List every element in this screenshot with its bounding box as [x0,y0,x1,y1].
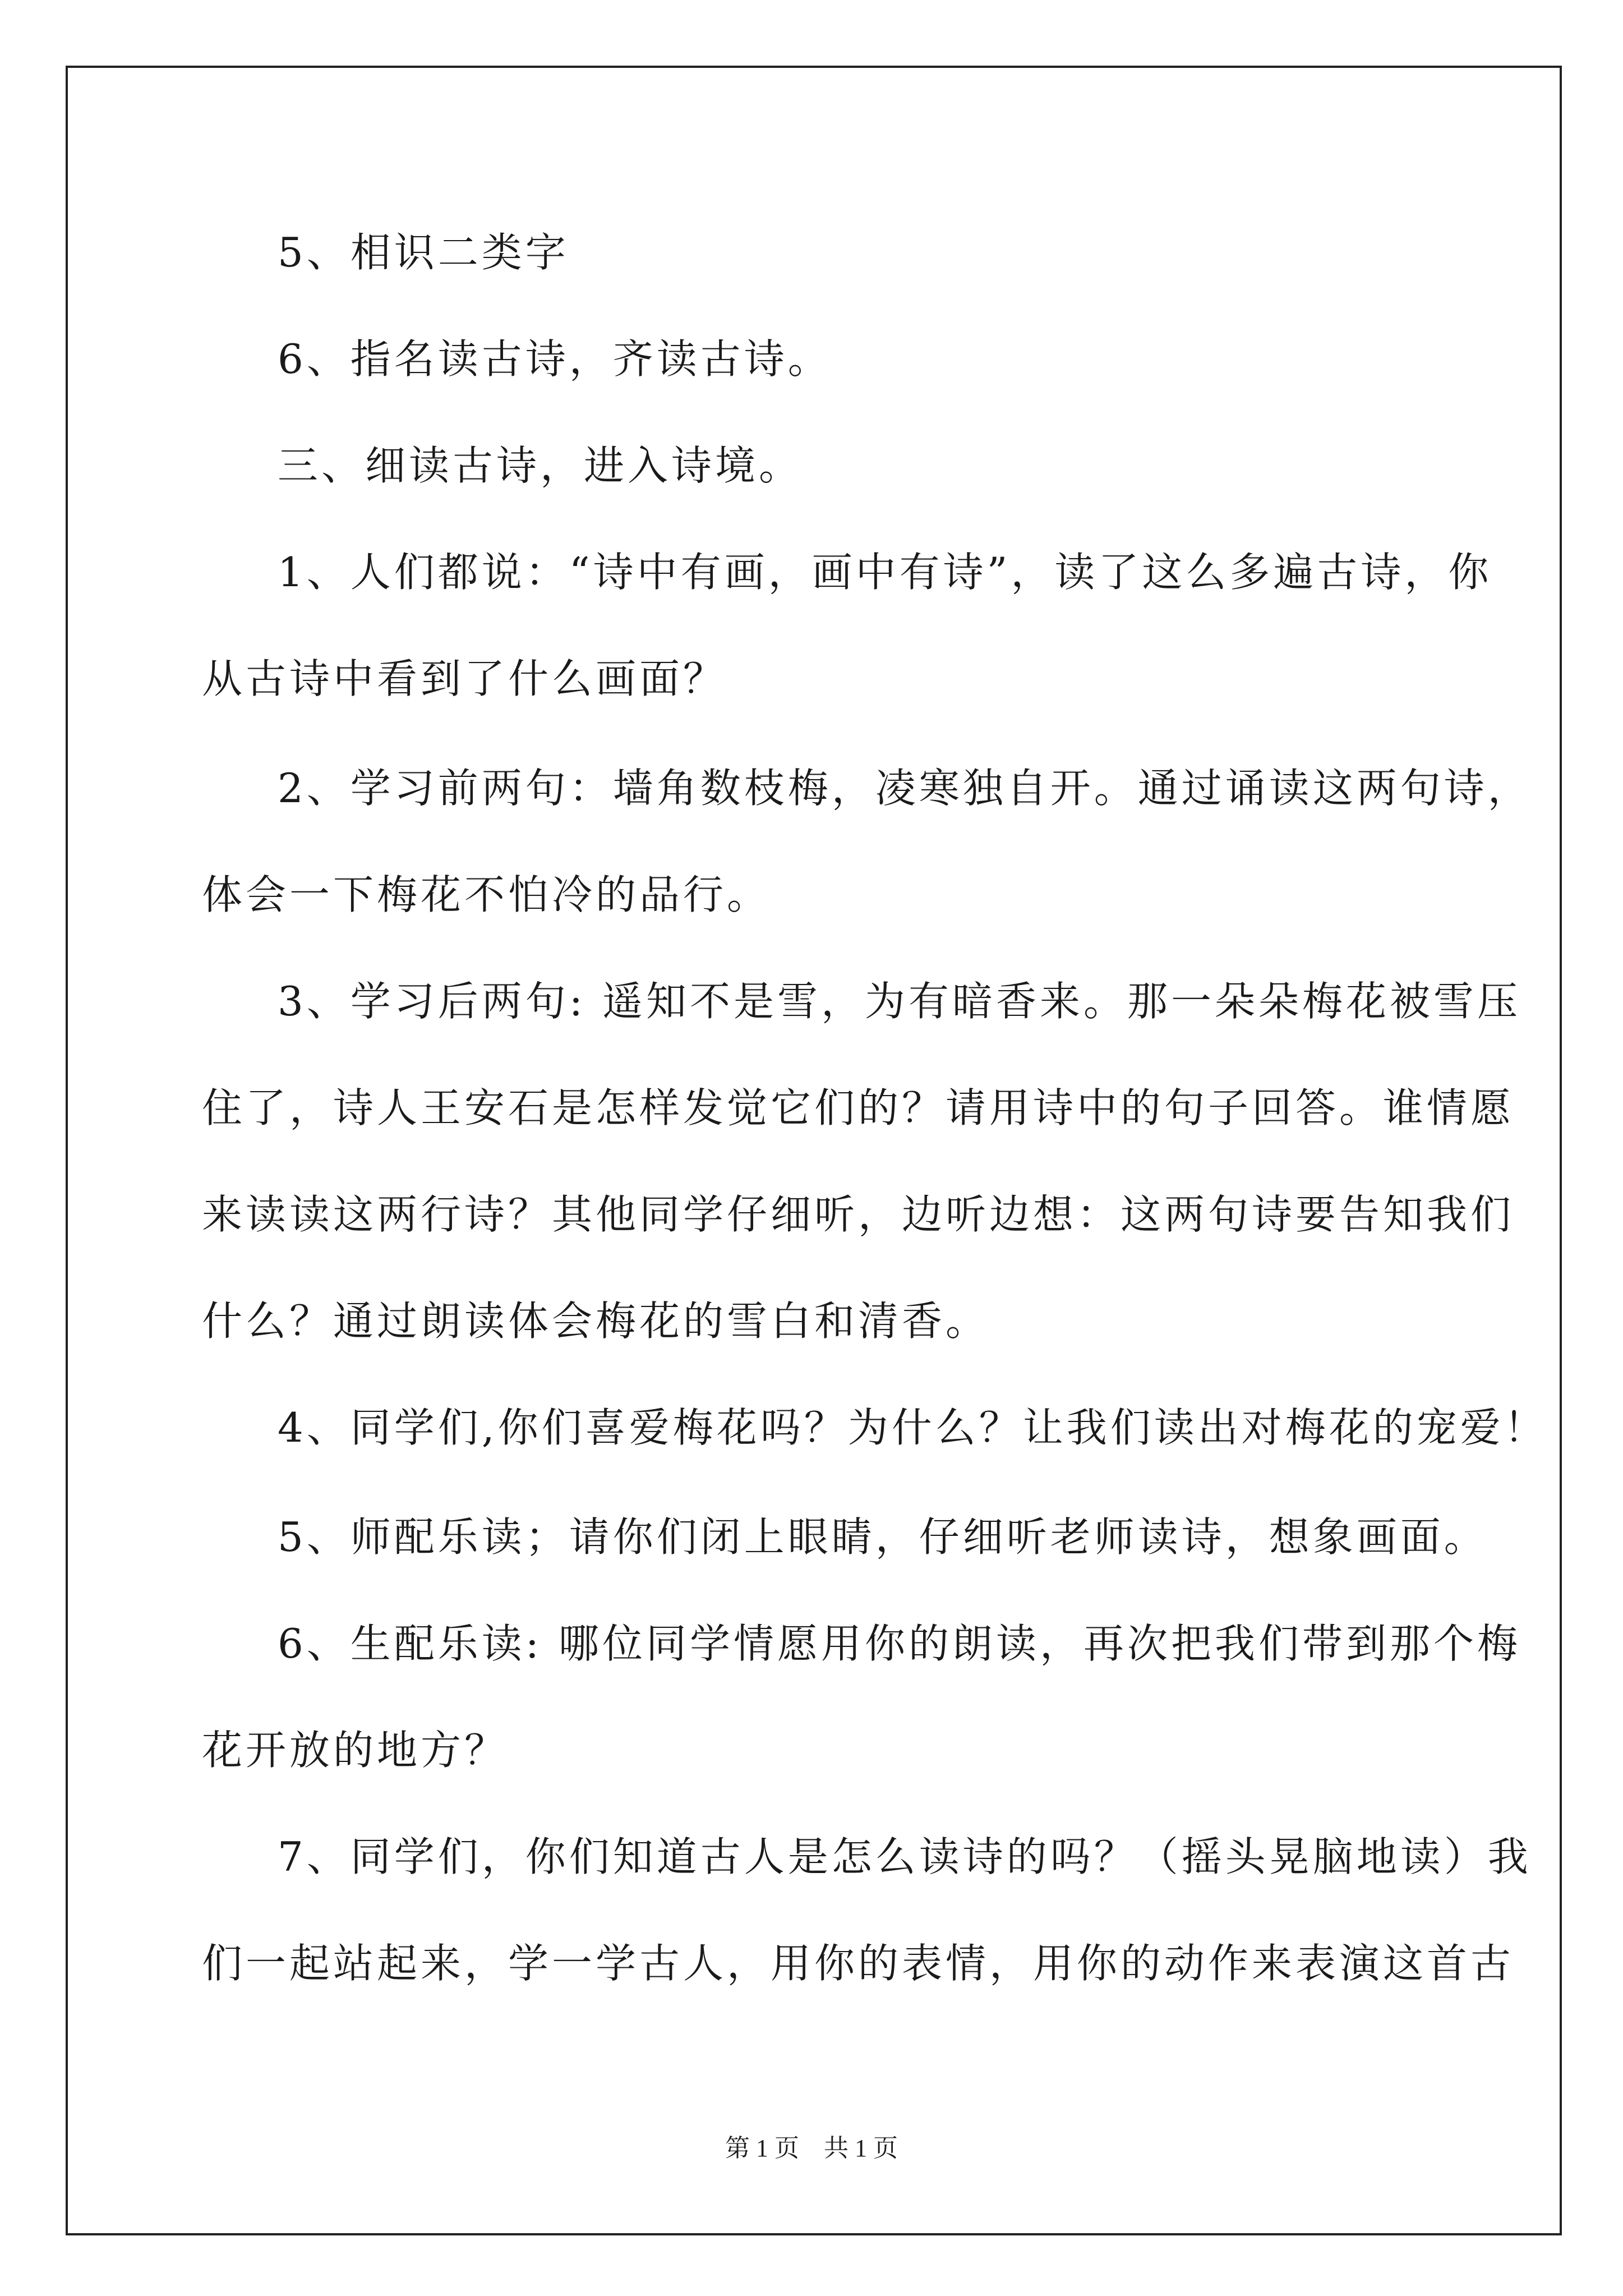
text-line: 2、学习前两句：墙角数枝梅，凌寒独自开。通过诵读这两句诗， [278,765,1532,812]
text-line: 体会一下梅花不怕冷的品行。 [202,871,771,918]
text-line: 3、学习后两句: 遥知不是雪，为有暗香来。那一朵朵梅花被雪压 [278,978,1521,1025]
text-line: 来读读这两行诗？其他同学仔细听，边听边想：这两句诗要告知我们 [202,1191,1515,1238]
text-line: 6、指名读古诗，齐读古诗。 [278,335,832,383]
text-line: 花开放的地方？ [202,1727,509,1774]
text-line: 4、同学们,你们喜爱梅花吗？为什么？让我们读出对梅花的宠爱！ [278,1404,1548,1451]
text-line: 5、师配乐读；请你们闭上眼睛，仔细听老师读诗，想象画面。 [278,1513,1488,1561]
text-line: 7、同学们，你们知道古人是怎么读诗的吗？（摇头晃脑地读）我 [278,1833,1532,1880]
text-line: 1、人们都说：“诗中有画，画中有诗”，读了这么多遍古诗，你 [278,549,1492,596]
text-line: 6、生配乐读: 哪位同学情愿用你的朗读，再次把我们带到那个梅 [278,1620,1521,1667]
page-footer: 第 1 页 共 1 页 [725,2134,898,2162]
text-line: 5、相识二类字 [278,229,569,276]
section-heading: 三、细读古诗，进入诗境。 [278,442,803,489]
text-line: 住了，诗人王安石是怎样发觉它们的？请用诗中的句子回答。谁情愿 [202,1084,1515,1131]
text-line: 们一起站起来，学一学古人，用你的表情，用你的动作来表演这首古 [202,1940,1515,1987]
text-line: 什么？通过朗读体会梅花的雪白和清香。 [202,1297,990,1345]
page-border [66,66,1562,2235]
text-line: 从古诗中看到了什么画面？ [202,655,727,702]
